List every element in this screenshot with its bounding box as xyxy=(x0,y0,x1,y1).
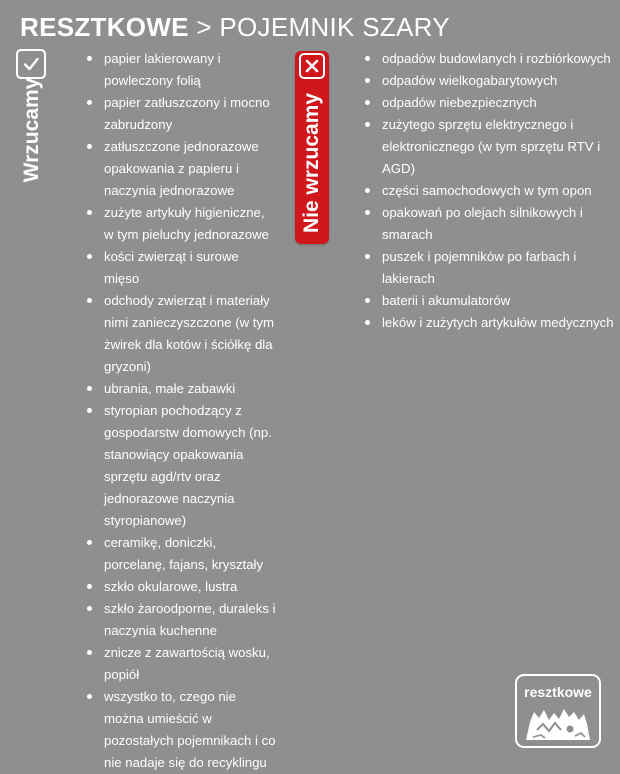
category-title: RESZTKOWE xyxy=(20,12,189,42)
list-item: części samochodowych w tym opon xyxy=(364,180,614,202)
list-item: baterii i akumulatorów xyxy=(364,290,614,312)
forbidden-label: Nie wrzucamy xyxy=(300,92,323,234)
list-item: wszystko to, czego nie można umieścić w pozostałych pojemnikach i co nie nadaje się do recyklingu xyxy=(86,686,276,774)
list-item: kości zwierząt i surowe mięso xyxy=(86,246,276,290)
page-title xyxy=(20,10,450,44)
allowed-label: Wrzucamy xyxy=(20,77,43,183)
list-item: ubrania, małe zabawki xyxy=(86,378,276,400)
list-item: papier lakierowany i powleczony folią xyxy=(86,48,276,92)
list-item: odpadów wielkogabarytowych xyxy=(364,70,614,92)
list-item: odpadów niebezpiecznych xyxy=(364,92,614,114)
list-item: odchody zwierząt i materiały nimi zanieczyszczone (w tym żwirek dla kotów i ściółkę dla gryzoni) xyxy=(86,290,276,378)
forbidden-list xyxy=(364,48,614,334)
container-title: POJEMNIK SZARY xyxy=(219,12,450,42)
list-item: opakowań po olejach silnikowych i smarach xyxy=(364,202,614,246)
logo-text: resztkowe xyxy=(524,684,592,700)
list-item: zużytego sprzętu elektrycznego i elektronicznego (w tym sprzętu RTV i AGD) xyxy=(364,114,614,180)
list-item: odpadów budowlanych i rozbiórkowych xyxy=(364,48,614,70)
allowed-list xyxy=(86,48,276,774)
list-item: ceramikę, doniczki, porcelanę, fajans, kryształy xyxy=(86,532,276,576)
residual-waste-pile-icon xyxy=(523,704,593,742)
list-item: szkło żaroodporne, duraleks i naczynia kuchenne xyxy=(86,598,276,642)
list-item: zatłuszczone jednorazowe opakowania z papieru i naczynia jednorazowe xyxy=(86,136,276,202)
list-item: papier zatłuszczony i mocno zabrudzony xyxy=(86,92,276,136)
list-item: leków i zużytych artykułów medycznych xyxy=(364,312,614,334)
list-item: styropian pochodzący z gospodarstw domowych (np. stanowiący opakowania sprzętu agd/rtv oraz jednorazowe naczynia styropianowe) xyxy=(86,400,276,532)
list-item: zużyte artykuły higieniczne, w tym pieluchy jednorazowe xyxy=(86,202,276,246)
forbidden-banner xyxy=(295,51,329,244)
resztkowe-logo xyxy=(515,674,601,748)
x-mark-icon xyxy=(299,53,325,79)
list-item: puszek i pojemników po farbach i lakierach xyxy=(364,246,614,290)
list-item: znicze z zawartością wosku, popiół xyxy=(86,642,276,686)
title-separator: > xyxy=(196,12,212,42)
list-item: szkło okularowe, lustra xyxy=(86,576,276,598)
